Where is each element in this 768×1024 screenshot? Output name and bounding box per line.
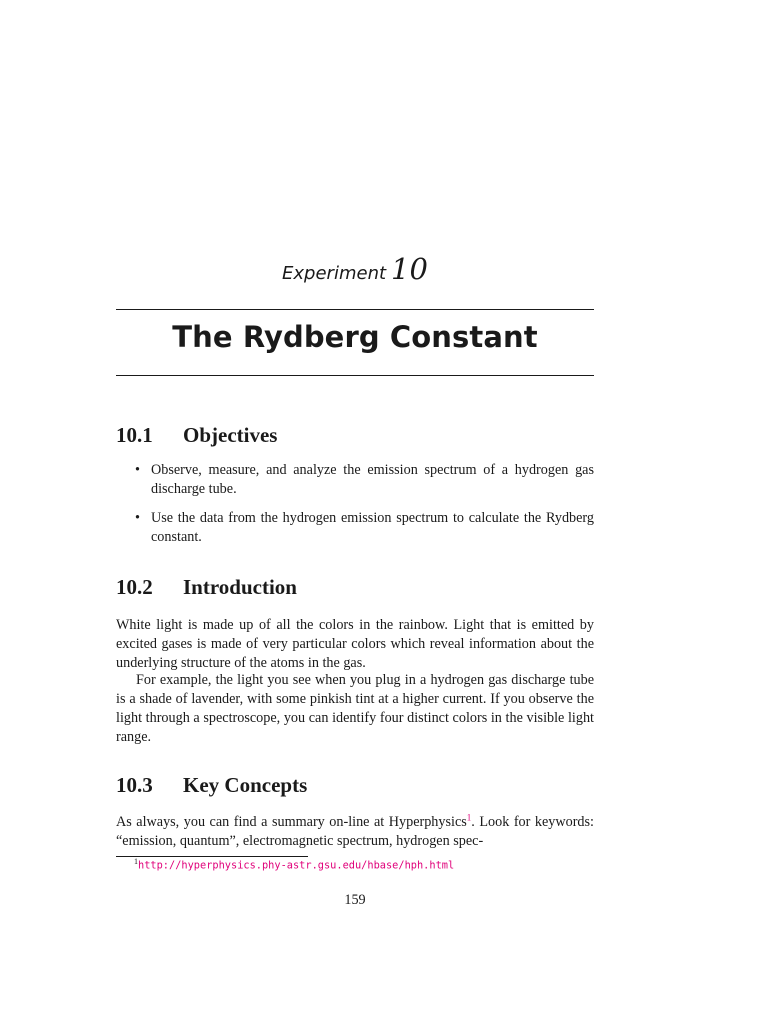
list-item-text: Use the data from the hydrogen emission spectrum to calculate the Rydberg constant. [151, 510, 594, 545]
section-number: 10.3 [116, 773, 153, 797]
section-heading-introduction [116, 575, 297, 600]
footnote-url-link[interactable]: http://hyperphysics.phy-astr.gsu.edu/hbase/hph.html [138, 859, 455, 872]
page-number: 159 [344, 892, 366, 908]
footnote [134, 857, 454, 872]
section-title: Introduction [183, 575, 297, 599]
key-concepts-paragraph [116, 813, 594, 851]
paragraph-text: . Look for keywords: “emission, quantum”, electromagnetic spectrum, hydrogen spec- [116, 814, 594, 849]
chapter-number: 10 [391, 252, 428, 286]
chapter-label: Experiment [282, 263, 387, 284]
list-item-text: Observe, measure, and analyze the emission spectrum of a hydrogen gas discharge tube. [151, 462, 594, 497]
section-title: Key Concepts [183, 773, 308, 797]
bullet-icon: • [135, 510, 140, 526]
title-top-rule [116, 309, 594, 310]
footnote-reference-link[interactable]: 1 [466, 812, 472, 823]
chapter-title: The Rydberg Constant [172, 320, 538, 354]
bullet-icon: • [135, 462, 140, 478]
list-item [116, 509, 594, 547]
footnote-mark: 1 [134, 857, 138, 866]
objectives-list [116, 461, 594, 557]
section-number: 10.1 [116, 423, 153, 447]
list-item [116, 461, 594, 499]
document-page [116, 0, 594, 1024]
intro-paragraph-2: For example, the light you see when you plug in a hydrogen gas discharge tube is a shade of lavender, with some pinkish tint at a higher current. If you observe the light through a spectroscope, you can identify four distinct colors in the visible light range. [116, 672, 594, 745]
section-heading-key-concepts [116, 773, 307, 798]
title-bottom-rule [116, 375, 594, 376]
section-heading-objectives [116, 423, 277, 448]
section-title: Objectives [183, 423, 278, 447]
paragraph-text: As always, you can find a summary on-line at Hyperphysics [116, 814, 467, 830]
section-number: 10.2 [116, 575, 153, 599]
chapter-heading [116, 252, 594, 286]
intro-paragraph-1: White light is made up of all the colors in the rainbow. Light that is emitted by excited gases is made of very particular colors which reveal information about the underlying structure of the atoms in the gas. [116, 617, 594, 671]
